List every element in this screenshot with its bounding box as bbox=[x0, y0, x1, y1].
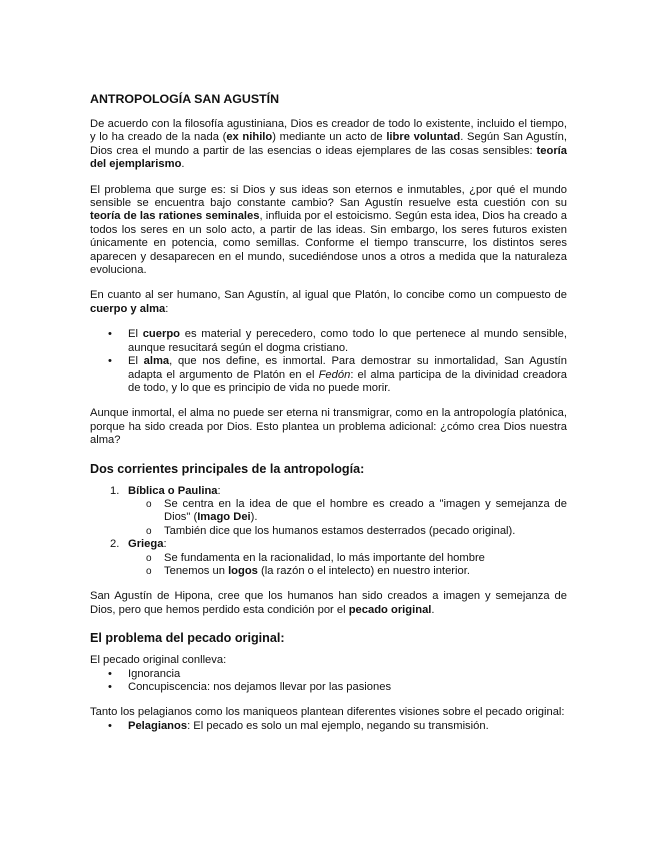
list-item-text bbox=[128, 538, 567, 551]
list-item-pelagians bbox=[90, 720, 567, 733]
circle-bullet-icon: o bbox=[146, 498, 152, 510]
paragraph-image-likeness bbox=[90, 590, 567, 617]
text: es material y perecedero, como todo lo que pertenece al mundo sensible, aunque resucitará según el dogma cristiano. bbox=[128, 328, 567, 354]
bold-text: Bíblica o Paulina bbox=[128, 484, 218, 497]
text: , influida por el estoicismo. Según esta idea, Dios ha creado a todos los seres en un solo acto, a partir de las ideas. Sin embargo, los seres futuros existen únicamente en potencia, como semillas. Conforme el tiempo transcurre, los distintos seres aparecen y desaparecen en el mundo, sucediéndose unos a otros a medida que la naturaleza evoluciona. bbox=[90, 210, 568, 277]
text: : bbox=[165, 302, 169, 315]
bold-text: alma bbox=[143, 355, 170, 368]
bold-text: logos bbox=[228, 564, 258, 577]
list-number: 1. bbox=[110, 484, 120, 497]
numbered-line bbox=[110, 538, 567, 551]
text: (la razón o el intelecto) en nuestro interior. bbox=[257, 564, 470, 577]
list-item-soul bbox=[90, 355, 567, 395]
text: Se centra en la idea de que el hombre es creado a "imagen y semejanza de Dios" ( bbox=[164, 497, 567, 524]
circle-bullet-icon: o bbox=[146, 552, 152, 564]
bold-text: Imago Dei bbox=[197, 511, 251, 524]
list-item-text bbox=[128, 485, 567, 498]
sub-item-text bbox=[164, 552, 567, 565]
heading-currents: Dos corrientes principales de la antropología: bbox=[90, 461, 365, 476]
document-title: ANTROPOLOGÍA SAN AGUSTÍN bbox=[90, 92, 280, 106]
bold-text: teoría de las rationes seminales bbox=[90, 210, 260, 223]
paragraph-creation bbox=[90, 118, 567, 172]
list-item bbox=[90, 668, 567, 681]
bold-text: libre voluntad bbox=[386, 131, 461, 144]
numbered-line bbox=[110, 485, 567, 498]
body-soul-list bbox=[90, 328, 567, 395]
text: Tenemos un bbox=[164, 564, 229, 577]
paragraph-soul-creation: Aunque inmortal, el alma no puede ser eterna ni transmigrar, como en la antropología platónica, porque ha sido creada por Dios. Esto plantea un problema adicional: ¿cómo crea Dios nuestra alma? bbox=[90, 407, 567, 447]
sub-item bbox=[146, 498, 567, 525]
paragraph-sin-entails: El pecado original conlleva: bbox=[90, 654, 227, 667]
sub-item bbox=[146, 525, 567, 538]
text: De acuerdo con la filosofía agustiniana, Dios es creador de todo lo existente, incluido el tiempo, y lo ha creado de la nada ( bbox=[90, 118, 567, 144]
sub-item-text bbox=[164, 525, 567, 538]
text: : bbox=[163, 538, 167, 551]
text: . Según San Agustín, Dios crea el mundo a partir de las esencias o ideas ejemplares de las cosas sensibles: bbox=[90, 131, 567, 157]
list-number: 2. bbox=[110, 538, 120, 551]
text: ). bbox=[250, 511, 258, 524]
bold-text: Pelagianos bbox=[128, 719, 188, 732]
bold-text: Griega bbox=[128, 538, 164, 551]
text: ) mediante un acto de bbox=[272, 131, 387, 144]
text: : el alma participa de la divinidad creadora de todo, y lo que es principio de vida no puede morir. bbox=[128, 368, 567, 394]
paragraph-rationes-seminales bbox=[90, 184, 567, 278]
bold-text: ex nihilo bbox=[226, 131, 273, 144]
text: San Agustín de Hipona, cree que los humanos han sido creados a imagen y semejanza de Dios, pero que hemos perdido esta condición por el bbox=[90, 590, 567, 616]
text: También dice que los humanos estamos desterrados (pecado original). bbox=[164, 524, 516, 537]
bullet-icon: • bbox=[108, 719, 112, 732]
circle-bullet-icon: o bbox=[146, 525, 152, 537]
text: , que nos define, es inmortal. Para demostrar su inmortalidad, San Agustín adapta el argumento de Platón en el bbox=[128, 355, 568, 381]
text: . bbox=[181, 158, 185, 171]
list-item-text bbox=[128, 720, 567, 733]
bold-text: cuerpo bbox=[142, 328, 180, 341]
bullet-icon: • bbox=[108, 355, 112, 368]
text: En cuanto al ser humano, San Agustín, al igual que Platón, lo concibe como un compuesto de bbox=[90, 289, 567, 302]
current-item-greek bbox=[90, 538, 567, 578]
bullet-icon: • bbox=[108, 681, 112, 693]
text: : El pecado es solo un mal ejemplo, negando su transmisión. bbox=[187, 719, 489, 732]
visions-list bbox=[90, 720, 567, 733]
sub-item bbox=[146, 565, 567, 578]
sub-item-text bbox=[164, 498, 567, 525]
sub-item bbox=[146, 552, 567, 565]
heading-original-sin: El problema del pecado original: bbox=[90, 631, 285, 646]
list-item-body bbox=[90, 328, 567, 355]
current-item-biblical bbox=[90, 485, 567, 539]
list-item-text: Ignorancia bbox=[128, 667, 181, 680]
consequences-list bbox=[90, 668, 567, 695]
currents-list bbox=[90, 485, 567, 579]
bullet-icon: • bbox=[108, 328, 112, 341]
text: El bbox=[128, 355, 144, 368]
text: Se fundamenta en la racionalidad, lo más importante del hombre bbox=[164, 551, 485, 564]
text: . bbox=[431, 603, 435, 616]
list-item-text: Concupiscencia: nos dejamos llevar por las pasiones bbox=[128, 681, 392, 693]
list-item-text bbox=[128, 355, 567, 395]
sub-item-text bbox=[164, 565, 567, 578]
bold-text: pecado original bbox=[348, 603, 432, 616]
bold-text: teoría del ejemplarismo bbox=[90, 144, 567, 171]
bullet-icon: • bbox=[108, 667, 112, 680]
text: El problema que surge es: si Dios y sus ideas son eternos e inmutables, ¿por qué el mundo sensible se encuentra bajo constante cambio? San Agustín resuelve esta cuestión con su bbox=[90, 183, 567, 210]
circle-bullet-icon: o bbox=[146, 565, 152, 577]
list-item bbox=[90, 681, 567, 694]
italic-text: Fedón bbox=[318, 368, 351, 381]
list-item-text bbox=[128, 328, 567, 355]
paragraph-visions: Tanto los pelagianos como los maniqueos plantean diferentes visiones sobre el pecado original: bbox=[90, 706, 565, 719]
paragraph-human-being bbox=[90, 289, 567, 316]
bold-text: cuerpo y alma bbox=[90, 302, 166, 315]
text: : bbox=[217, 484, 221, 497]
text: El bbox=[128, 328, 143, 341]
